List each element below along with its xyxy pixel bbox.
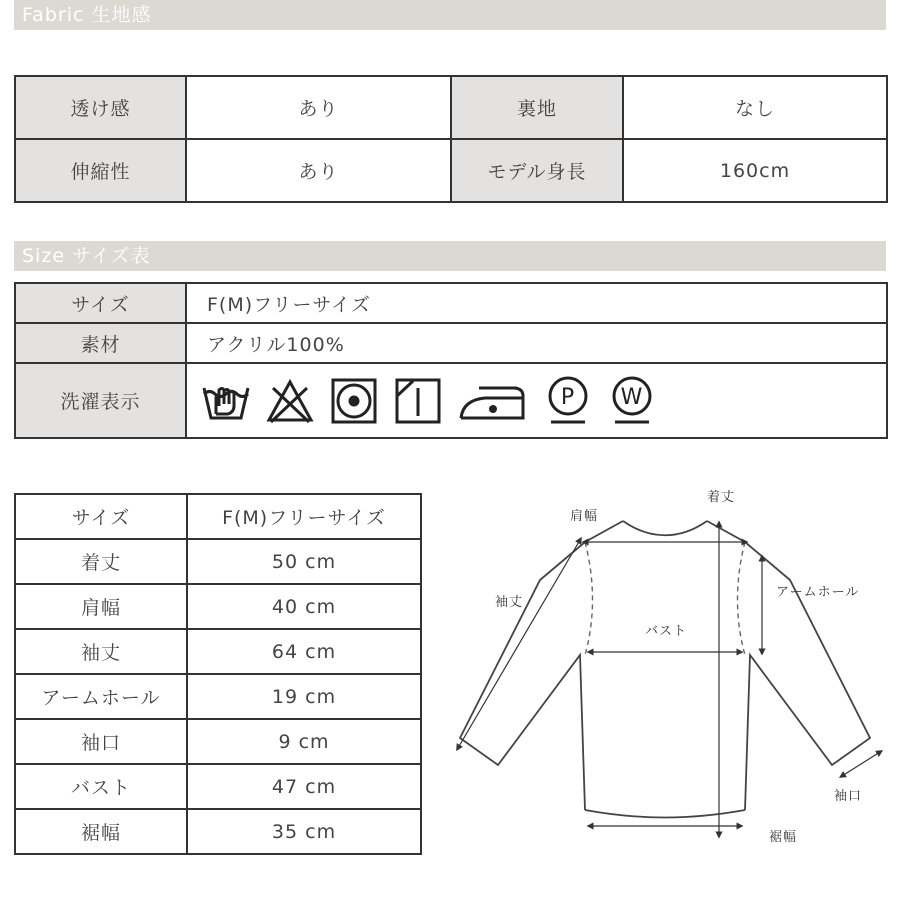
diagram-bust-label: バスト	[645, 624, 688, 639]
diagram-hem-label: 裾幅	[769, 830, 798, 845]
table-row	[15, 539, 421, 584]
tumble-dry-icon	[329, 376, 379, 426]
shoulder-label: 肩幅	[15, 584, 187, 629]
care-icons	[187, 364, 886, 437]
table-row	[15, 584, 421, 629]
table-row	[15, 363, 887, 438]
measure-lines	[458, 524, 880, 835]
bust-label: バスト	[15, 764, 187, 809]
table-row	[15, 674, 421, 719]
size-value: F(M)フリーサイズ	[186, 283, 887, 323]
sleeve-label: 袖丈	[15, 629, 187, 674]
lining-value: なし	[623, 76, 887, 139]
iron-low-icon	[457, 376, 529, 426]
sleeve-value: 64 cm	[187, 629, 421, 674]
length-value: 50 cm	[187, 539, 421, 584]
model-height-label: モデル身長	[451, 139, 623, 202]
size-label: サイズ	[15, 283, 186, 323]
armhole-label: アームホール	[15, 674, 187, 719]
diagram-shoulder-label: 肩幅	[570, 509, 599, 524]
dry-clean-letter: P	[560, 384, 576, 410]
table-row	[15, 764, 421, 809]
armhole-value: 19 cm	[187, 674, 421, 719]
stretch-value: あり	[186, 139, 451, 202]
line-dry-icon	[393, 376, 443, 426]
table-row	[15, 283, 887, 323]
measure-header-label: サイズ	[15, 494, 187, 539]
wet-clean-w-icon	[607, 374, 657, 428]
table-row	[15, 494, 421, 539]
fabric-table	[14, 75, 888, 203]
size-info-table	[14, 282, 888, 439]
wet-clean-letter: W	[620, 384, 644, 410]
table-row	[15, 809, 421, 854]
fabric-section-header: Fabric 生地感	[14, 0, 886, 30]
hem-value: 35 cm	[187, 809, 421, 854]
diagram-armhole-label: アームホール	[776, 585, 860, 600]
shoulder-value: 40 cm	[187, 584, 421, 629]
care-icons-cell	[186, 363, 887, 438]
diagram-sleeve-label: 袖丈	[495, 595, 524, 610]
table-row	[15, 139, 887, 202]
table-row	[15, 719, 421, 764]
material-label: 素材	[15, 323, 186, 363]
sweater-outline	[460, 521, 870, 818]
size-section-header: Size サイズ表	[14, 241, 886, 271]
model-height-value: 160cm	[623, 139, 887, 202]
table-row	[15, 629, 421, 674]
see-through-value: あり	[186, 76, 451, 139]
table-row	[15, 76, 887, 139]
material-value: アクリル100%	[186, 323, 887, 363]
measurement-table	[14, 493, 422, 855]
length-label: 着丈	[15, 539, 187, 584]
hem-label: 裾幅	[15, 809, 187, 854]
hand-wash-icon	[201, 376, 251, 426]
see-through-label: 透け感	[15, 76, 186, 139]
care-label: 洗濯表示	[15, 363, 186, 438]
lining-label: 裏地	[451, 76, 623, 139]
diagram-length-label: 着丈	[707, 490, 736, 505]
no-bleach-icon	[265, 376, 315, 426]
stretch-label: 伸縮性	[15, 139, 186, 202]
dry-clean-p-icon	[543, 374, 593, 428]
cuff-label: 袖口	[15, 719, 187, 764]
measure-header-value: F(M)フリーサイズ	[187, 494, 421, 539]
diagram-cuff-label: 袖口	[834, 789, 863, 804]
table-row	[15, 323, 887, 363]
garment-diagram	[440, 480, 890, 850]
bust-value: 47 cm	[187, 764, 421, 809]
cuff-value: 9 cm	[187, 719, 421, 764]
